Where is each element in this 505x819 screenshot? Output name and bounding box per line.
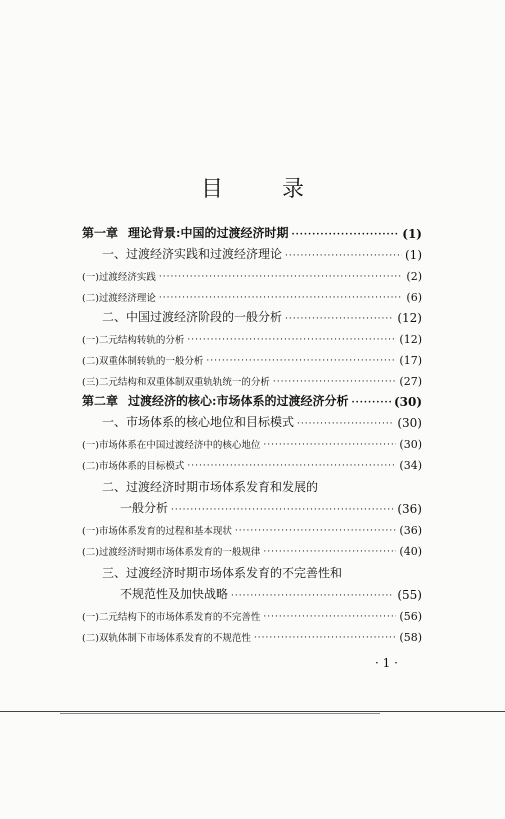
dot-leader — [263, 439, 396, 451]
toc-row-section-continuation[interactable] — [82, 495, 422, 516]
toc-entry-label: (一)二元结构下的市场体系发育的不完善性 — [82, 612, 261, 623]
toc-row-subsection[interactable] — [82, 516, 422, 537]
toc-row-subsection[interactable] — [82, 346, 422, 367]
dot-leader — [159, 271, 403, 283]
toc-page-number: (6) — [406, 291, 422, 304]
toc-row-subsection[interactable] — [82, 451, 422, 472]
toc-page-number: (12) — [399, 333, 422, 346]
dot-leader — [231, 590, 394, 602]
toc-entry-label: 一、过渡经济实践和过渡经济理论 — [102, 247, 283, 261]
toc-entry-label: (二)市场体系的目标模式 — [82, 461, 185, 472]
toc-entry-label: 一、市场体系的核心地位和目标模式 — [102, 415, 295, 429]
toc-row-subsection[interactable] — [82, 325, 422, 346]
dot-leader — [171, 504, 394, 516]
toc-row-section-multiline[interactable] — [82, 472, 422, 495]
toc-entry-label: (三)二元结构和双重体制双重轨轨统一的分析 — [82, 377, 270, 388]
toc-entry-label: (一)二元结构转轨的分析 — [82, 335, 185, 346]
toc-page-number: (27) — [399, 375, 422, 388]
toc-row-subsection[interactable] — [82, 430, 422, 451]
toc-row-subsection[interactable] — [82, 283, 422, 304]
toc-row-section[interactable] — [82, 409, 422, 430]
toc-entry-label: (一)市场体系在中国过渡经济中的核心地位 — [82, 440, 261, 451]
toc-entry-label: 不规范性及加快战略 — [120, 587, 229, 601]
toc-entry-label: (二)双重体制转轨的一般分析 — [82, 356, 204, 367]
toc-row-subsection[interactable] — [82, 262, 422, 283]
toc-row-section-multiline[interactable] — [82, 558, 422, 581]
dot-leader — [263, 611, 396, 623]
toc-page-number: (36) — [397, 502, 422, 516]
dot-leader — [291, 229, 399, 241]
toc-page-number: (12) — [397, 311, 422, 325]
dot-leader — [297, 418, 394, 430]
toc-page-number: (2) — [406, 270, 422, 283]
toc-page-number: (55) — [397, 588, 422, 602]
dot-leader — [273, 376, 396, 388]
toc-entry-label: 一般分析 — [120, 501, 169, 515]
toc-page-number: (30) — [393, 395, 422, 409]
bottom-rule-secondary — [60, 713, 380, 714]
toc-row-section[interactable] — [82, 304, 422, 325]
toc-row-section-continuation[interactable] — [82, 581, 422, 602]
dot-leader — [263, 546, 396, 558]
toc-entry-label: 二、中国过渡经济阶段的一般分析 — [102, 310, 283, 324]
toc-entry-label: 三、过渡经济时期市场体系发育的不完善性和 — [102, 566, 343, 580]
dot-leader — [206, 355, 396, 367]
dot-leader — [285, 313, 394, 325]
toc-row-subsection[interactable] — [82, 367, 422, 388]
dot-leader — [235, 525, 396, 537]
dot-leader — [187, 460, 396, 472]
toc-page-number: (58) — [399, 631, 422, 644]
toc-row-subsection[interactable] — [82, 623, 422, 644]
toc-entry-label: (一)过渡经济实践 — [82, 272, 156, 283]
dot-leader — [254, 632, 396, 644]
dot-leader — [285, 250, 402, 262]
toc-chapter-number: 第一章 理论背景:中国的过渡经济时期 — [82, 226, 289, 240]
page-title: 目 录 — [201, 177, 330, 202]
toc-entry-label: (二)过渡经济时期市场体系发育的一般规律 — [82, 547, 261, 558]
toc-row-subsection[interactable] — [82, 537, 422, 558]
toc-chapter-number: 第二章 过渡经济的核心:市场体系的过渡经济分析 — [82, 394, 349, 408]
dot-leader — [159, 292, 403, 304]
toc-entry-label: 二、过渡经济时期市场体系发育和发展的 — [102, 480, 319, 494]
bottom-rule — [0, 711, 505, 712]
toc-entry-label: (二)双轨体制下市场体系发育的不规范性 — [82, 633, 251, 644]
table-of-contents — [82, 220, 422, 644]
toc-entry-label: (一)市场体系发育的过程和基本现状 — [82, 526, 232, 537]
dot-leader — [351, 397, 390, 409]
toc-page-number: (1) — [405, 248, 422, 262]
toc-page-number: (56) — [399, 610, 422, 623]
toc-page-number: (17) — [399, 354, 422, 367]
toc-page-number: (36) — [399, 524, 422, 537]
toc-page-number: (40) — [399, 545, 422, 558]
toc-page-number: (34) — [399, 459, 422, 472]
page-number: · 1 · — [375, 656, 398, 670]
toc-page-number: (1) — [402, 227, 422, 241]
toc-page-number: (30) — [397, 416, 422, 430]
toc-row-chapter-2[interactable] — [82, 388, 422, 409]
toc-row-chapter-1[interactable] — [82, 220, 422, 241]
toc-page-number: (30) — [399, 438, 422, 451]
toc-row-subsection[interactable] — [82, 602, 422, 623]
toc-row-section[interactable] — [82, 241, 422, 262]
toc-entry-label: (二)过渡经济理论 — [82, 293, 156, 304]
dot-leader — [187, 334, 396, 346]
